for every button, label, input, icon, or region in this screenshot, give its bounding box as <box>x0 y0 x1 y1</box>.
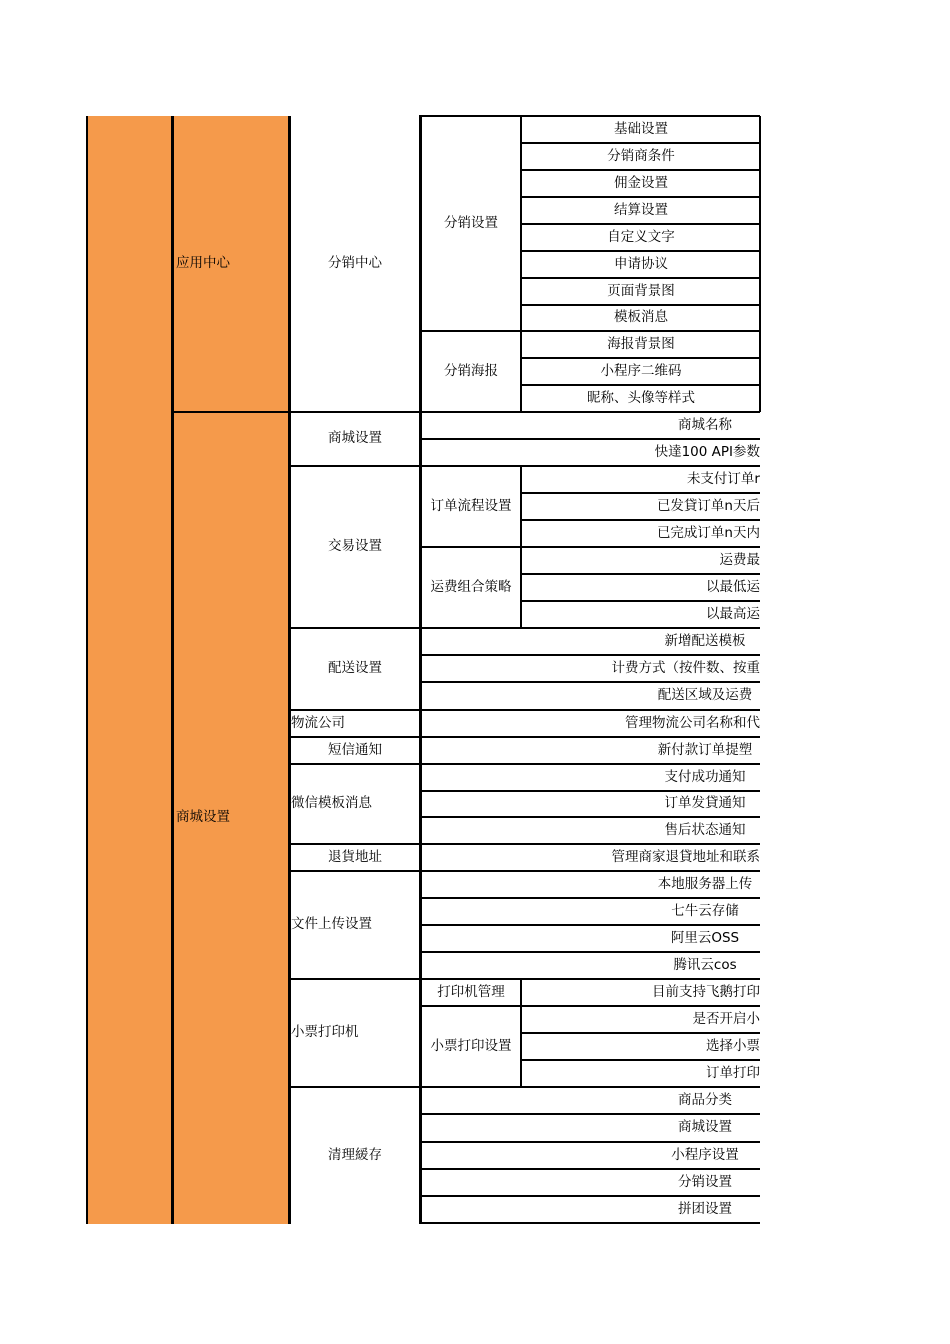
leaf-cell: 配送区域及运费 <box>657 687 753 704</box>
leaf-cell: 自定义文字 <box>607 228 675 245</box>
grid-line <box>419 924 760 926</box>
level3-receipt-print-settings: 小票打印设置 <box>430 1037 512 1054</box>
leaf-cell: 目前支持飞鹅打印 <box>652 983 760 1000</box>
grid-line <box>520 142 760 144</box>
grid-line <box>520 600 760 602</box>
grid-line <box>288 627 760 629</box>
grid-line <box>288 978 760 980</box>
grid-line <box>288 763 760 765</box>
grid-line <box>759 116 761 412</box>
level2-mall-settings: 商城设置 <box>328 430 382 447</box>
level3-distribution-settings: 分销设置 <box>444 214 498 231</box>
grid-line <box>419 330 760 332</box>
grid-line <box>419 897 760 899</box>
grid-line <box>419 1005 760 1007</box>
grid-line <box>520 116 522 412</box>
grid-line <box>520 1032 760 1034</box>
leaf-cell: 新增配送模板 <box>664 632 746 649</box>
leaf-cell: 申请协议 <box>614 255 668 272</box>
grid-line <box>419 546 760 548</box>
level2-wechat-templates: 微信模板消息 <box>291 795 372 812</box>
leaf-cell: 以最低运 <box>706 578 760 595</box>
leaf-cell: 本地服务器上传 <box>657 875 753 892</box>
leaf-cell: 订单发貸通知 <box>664 795 746 812</box>
grid-line <box>520 223 760 225</box>
leaf-cell: 小程序二维码 <box>600 362 682 379</box>
leaf-cell: 阿里云OSS <box>670 929 740 946</box>
grid-line <box>288 1086 760 1088</box>
grid-line <box>520 384 760 386</box>
grid-line <box>288 465 760 467</box>
level2-delivery-settings: 配送设置 <box>328 660 382 677</box>
leaf-cell: 新付款订单提塑 <box>657 741 753 758</box>
grid-line <box>288 843 760 845</box>
leaf-cell: 未支付订单r <box>686 470 760 487</box>
leaf-cell: 管理商家退貸地址和联系 <box>611 848 760 865</box>
grid-line <box>520 1059 760 1061</box>
grid-line <box>419 681 760 683</box>
grid-line <box>419 1222 760 1224</box>
leaf-cell: 页面背景图 <box>607 282 675 299</box>
leaf-cell: 模板消息 <box>614 309 668 326</box>
grid-line <box>288 709 760 711</box>
grid-line <box>86 116 88 1224</box>
level2-file-upload: 文件上传设置 <box>291 916 372 933</box>
grid-line <box>419 1195 760 1197</box>
level2-return-address: 退貨地址 <box>328 848 382 865</box>
grid-line <box>419 816 760 818</box>
grid-line <box>419 438 760 440</box>
leaf-cell: 昵称、头像等样式 <box>587 389 695 406</box>
grid-line <box>520 250 760 252</box>
grid-line <box>419 115 760 117</box>
level1-app-center: 应用中心 <box>176 255 230 272</box>
grid-line <box>288 116 291 1224</box>
leaf-cell: 分销商条件 <box>607 147 675 164</box>
grid-line <box>288 870 760 872</box>
leaf-cell: 选择小票 <box>706 1037 760 1054</box>
level0-column <box>86 116 171 1224</box>
level2-sms-notice: 短信通知 <box>328 741 382 758</box>
grid-line <box>419 654 760 656</box>
level2-logistics: 物流公司 <box>291 714 345 731</box>
leaf-cell: 拼团设置 <box>678 1201 732 1218</box>
leaf-cell: 七牛云存储 <box>671 902 739 919</box>
grid-line <box>419 1168 760 1170</box>
level3-printer-management: 打印机管理 <box>437 983 505 1000</box>
leaf-cell: 结算设置 <box>614 201 668 218</box>
grid-line <box>419 790 760 792</box>
level3-distribution-poster: 分销海报 <box>444 362 498 379</box>
leaf-cell: 已完成订单n天内 <box>656 524 760 541</box>
grid-line <box>520 519 760 521</box>
leaf-cell: 管理物流公司名称和代 <box>625 714 760 731</box>
leaf-cell: 运费最 <box>719 551 760 568</box>
leaf-cell: 以最高运 <box>706 605 760 622</box>
level3-order-flow: 订单流程设置 <box>430 497 512 514</box>
level2-trade-settings: 交易设置 <box>328 538 382 555</box>
leaf-cell: 海报背景图 <box>607 335 675 352</box>
grid-line <box>520 357 760 359</box>
leaf-cell: 商品分类 <box>678 1091 732 1108</box>
grid-line <box>520 277 760 279</box>
level2-distribution-center: 分销中心 <box>328 255 382 272</box>
leaf-cell: 腾讯云cos <box>673 956 737 973</box>
grid-line <box>419 116 422 1224</box>
grid-line <box>520 304 760 306</box>
level1-mall-settings: 商城设置 <box>176 809 230 826</box>
leaf-cell: 小程序设置 <box>671 1146 739 1163</box>
level3-freight-strategy: 运费组合策略 <box>430 578 512 595</box>
level2-clear-cache: 清理緩存 <box>328 1146 382 1163</box>
leaf-cell: 订单打印 <box>706 1064 760 1081</box>
grid-line <box>520 573 760 575</box>
level2-receipt-printer: 小票打印机 <box>291 1024 359 1041</box>
leaf-cell: 是否开启小 <box>692 1010 760 1027</box>
leaf-cell: 分销设置 <box>678 1173 732 1190</box>
grid-line <box>520 492 760 494</box>
leaf-cell: 商城名称 <box>678 416 732 433</box>
leaf-cell: 基础设置 <box>614 120 668 137</box>
leaf-cell: 商城设置 <box>678 1119 732 1136</box>
grid-line <box>419 1113 760 1115</box>
grid-line <box>171 411 760 413</box>
leaf-cell: 计费方式（按件数、按重 <box>611 659 760 676</box>
leaf-cell: 快達100 API参数 <box>654 443 760 460</box>
leaf-cell: 佣金设置 <box>614 174 668 191</box>
leaf-cell: 已发貸订单n天后 <box>656 497 760 514</box>
leaf-cell: 支付成功通知 <box>664 768 746 785</box>
grid-line <box>288 736 760 738</box>
leaf-cell: 售后状态通知 <box>664 821 746 838</box>
grid-line <box>419 1141 760 1143</box>
grid-line <box>171 116 174 1224</box>
grid-line <box>520 169 760 171</box>
grid-line <box>520 196 760 198</box>
grid-line <box>419 951 760 953</box>
